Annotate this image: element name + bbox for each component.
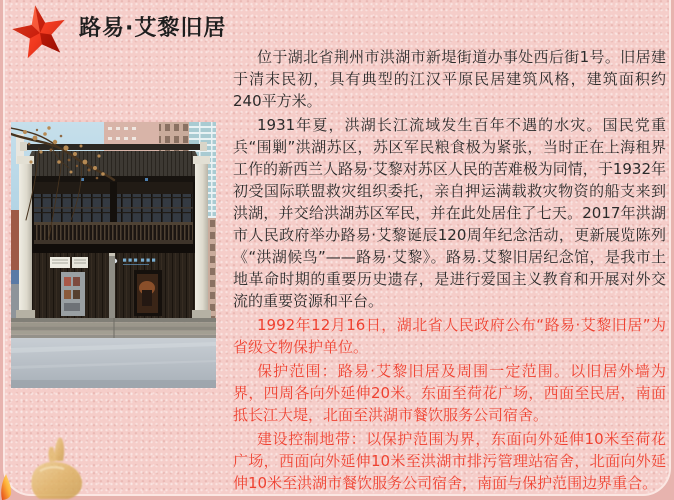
text-column — [233, 46, 666, 496]
paragraph-history: 1931年夏，洪湖长江流域发生百年不遇的水灾。国民党重兵“围剿”洪湖苏区，苏区军民粮食极为紧张，当时正在上海租界工作的新西兰人路易·艾黎对苏区人民的苦难极为同情，于1932年初受国际联盟救灾组织委托，亲自押运满载救灾物资的船支来到洪湖，并交给洪湖苏区军民，并在此处居住了七天。2017年洪湖市人民政府举办路易·艾黎诞辰120周年纪念活动，更新展览陈列《“洪湖候鸟”——路易·艾黎》。路易.艾黎旧居纪念馆，是我市土地革命时期的重要历史遗存，是进行爱国主义教育和开展对外交流的重要资源和平台。 — [233, 116, 666, 310]
residence-photo — [11, 122, 216, 388]
paragraph-designation: 1992年12月16日，湖北省人民政府公布“路易·艾黎旧居”为省级文物保护单位。 — [233, 316, 666, 356]
paragraph-protection-scope: 保护范围：路易·艾黎旧居及周围一定范围。以旧居外墙为界，四周各向外延伸20米。东面至荷花广场，西面至民居，南面抵长江大堤，北面至洪湖市餐饮服务公司宿舍。 — [233, 362, 666, 424]
paragraph-location: 位于湖北省荆州市洪湖市新堤街道办事处西后街1号。旧居建于清末民初，具有典型的江汉平原民居建筑风格，建筑面积约240平方米。 — [233, 48, 666, 110]
red-star-icon — [7, 3, 73, 63]
flame-decoration — [0, 470, 14, 500]
gold-statue-decoration — [20, 437, 90, 500]
page-title: 路易·艾黎旧居 — [79, 16, 227, 41]
paragraph-construction-control: 建设控制地带：以保护范围为界，东面向外延伸10米至荷花广场，西面向外延伸10米至洪湖市排污管理站宿舍，北面向外延伸10米至洪湖市餐饮服务公司宿舍，南面与保护范围边界重合。 — [233, 430, 666, 492]
